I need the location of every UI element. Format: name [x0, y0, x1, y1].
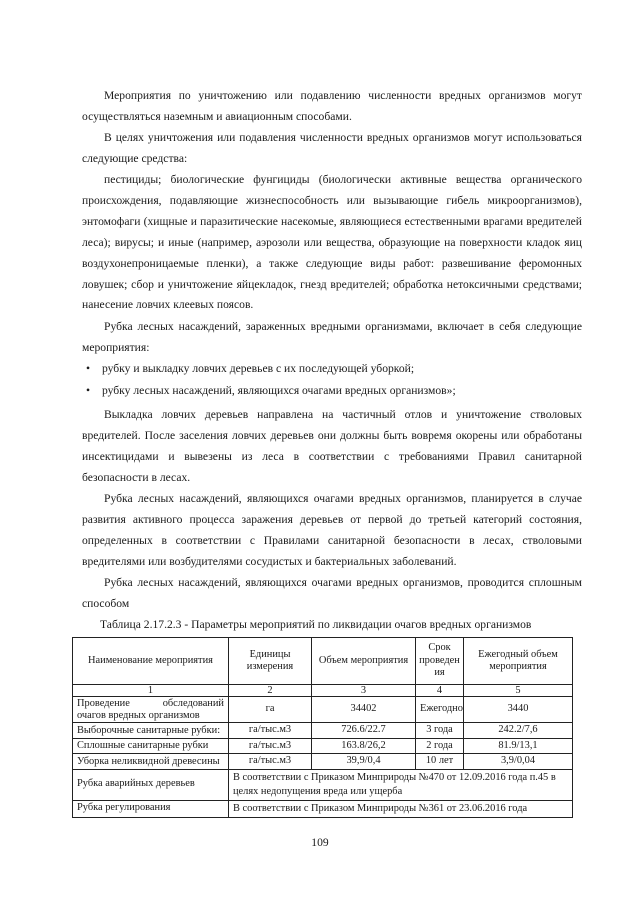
cell-measure-name: Уборка неликвидной древесины [73, 754, 229, 770]
cell-unit: га/тыс.м3 [229, 754, 312, 770]
table-row [73, 769, 573, 800]
list-item: • рубку лесных насаждений, являющихся очагами вредных организмов»; [82, 380, 582, 402]
cell-volume: 39,9/0,4 [312, 754, 416, 770]
column-number: 1 [73, 685, 229, 697]
table-column-numbers-row [73, 685, 573, 697]
paragraph-control-methods: Мероприятия по уничтожению или подавлению численности вредных организмов могут осуществляться наземным и авиационным способами. [82, 89, 582, 123]
list-item: • рубку и выкладку ловчих деревьев с их последующей уборкой; [82, 358, 582, 380]
header-term: Срок проведен ия [416, 638, 464, 685]
cell-measure-name: Выборочные санитарные рубки: [73, 723, 229, 739]
header-measure-name: Наименование мероприятия [73, 638, 229, 685]
cell-term: 10 лет [416, 754, 464, 770]
table-row [73, 697, 573, 723]
cell-term: 2 года [416, 738, 464, 754]
table-caption: Таблица 2.17.2.3 - Параметры мероприятий по ликвидации очагов вредных организмов [100, 618, 532, 631]
table-row [73, 754, 573, 770]
cell-term: Ежегодно [416, 697, 464, 723]
cell-annual-volume: 3,9/0,04 [464, 754, 573, 770]
cell-annual-volume: 3440 [464, 697, 573, 723]
table-row [73, 800, 573, 817]
header-annual-volume: Ежегодный объем мероприятия [464, 638, 573, 685]
cell-unit: га/тыс.м3 [229, 723, 312, 739]
cell-annual-volume: 242.2/7,6 [464, 723, 573, 739]
cell-regulation-reference: В соответствии с Приказом Минприроды №361 от 23.06.2016 года [229, 800, 573, 817]
table-header-row [73, 638, 573, 685]
cell-volume: 726.6/22.7 [312, 723, 416, 739]
paragraph-clear-cutting: Рубка лесных насаждений, являющихся очагами вредных организмов, проводится сплошным способом [82, 576, 582, 610]
cell-measure-name: Проведение обследований очагов вредных организмов [73, 697, 229, 723]
paragraph-felling-planning: Рубка лесных насаждений, являющихся очагами вредных организмов, планируется в случае развития активного процесса заражения деревьев от первой до третьей категорий состояния, определенных в соответствии с Правилами санитарной безопасности в лесах, стволовыми вредителями или возбудителями сосудистых и бактериальных заболеваний. [82, 492, 582, 568]
header-volume: Объем мероприятия [312, 638, 416, 685]
cell-regulation-reference: В соответствии с Приказом Минприроды №470 от 12.09.2016 года п.45 в целях недопущения вреда или ущерба [229, 769, 573, 800]
cell-unit: га [229, 697, 312, 723]
paragraph-means-list: пестициды; биологические фунгициды (биологически активные вещества органического происхождения, подавляющие жизнеспособность или вызывающие гибель микроорганизмов), энтомофаги (хищные и паразитические насекомые, являющиеся естественными врагами вредителей леса); вирусы; и иные (например, аэрозоли или вещества, образующие на поверхности кладок яиц воздухонепроницаемые пленки), а также следующие виды работ: развешивание феромонных ловушек; сбор и уничтожение яйцекладок, гнезд вредителей; обработка нетоксичными средствами; нанесение ловчих клеевых поясов. [82, 173, 582, 312]
measures-table [72, 637, 573, 818]
column-number: 2 [229, 685, 312, 697]
header-units: Единицы измерения [229, 638, 312, 685]
paragraph-felling-intro: Рубка лесных насаждений, зараженных вредными организмами, включает в себя следующие мероприятия: [82, 320, 582, 354]
page-number: 109 [311, 836, 329, 849]
cell-volume: 163.8/26,2 [312, 738, 416, 754]
cell-measure-name: Сплошные санитарные рубки [73, 738, 229, 754]
column-number: 4 [416, 685, 464, 697]
paragraph-means-intro: В целях уничтожения или подавления численности вредных организмов могут использоваться следующие средства: [82, 131, 582, 165]
cell-volume: 34402 [312, 697, 416, 723]
table-row [73, 738, 573, 754]
cell-unit: га/тыс.м3 [229, 738, 312, 754]
table-row [73, 723, 573, 739]
cell-annual-volume: 81.9/13,1 [464, 738, 573, 754]
cell-measure-name: Рубка аварийных деревьев [73, 769, 229, 800]
column-number: 5 [464, 685, 573, 697]
paragraph-trap-trees: Выкладка ловчих деревьев направлена на частичный отлов и уничтожение стволовых вредителей. После заселения ловчих деревьев они должны быть вовремя окорены или обработаны инсектицидами и вывезены из леса в соответствии с требованиями Правил санитарной безопасности в лесах. [82, 408, 582, 484]
cell-term: 3 года [416, 723, 464, 739]
cell-measure-name: Рубка регулирования [73, 800, 229, 817]
column-number: 3 [312, 685, 416, 697]
measures-list [82, 358, 582, 402]
